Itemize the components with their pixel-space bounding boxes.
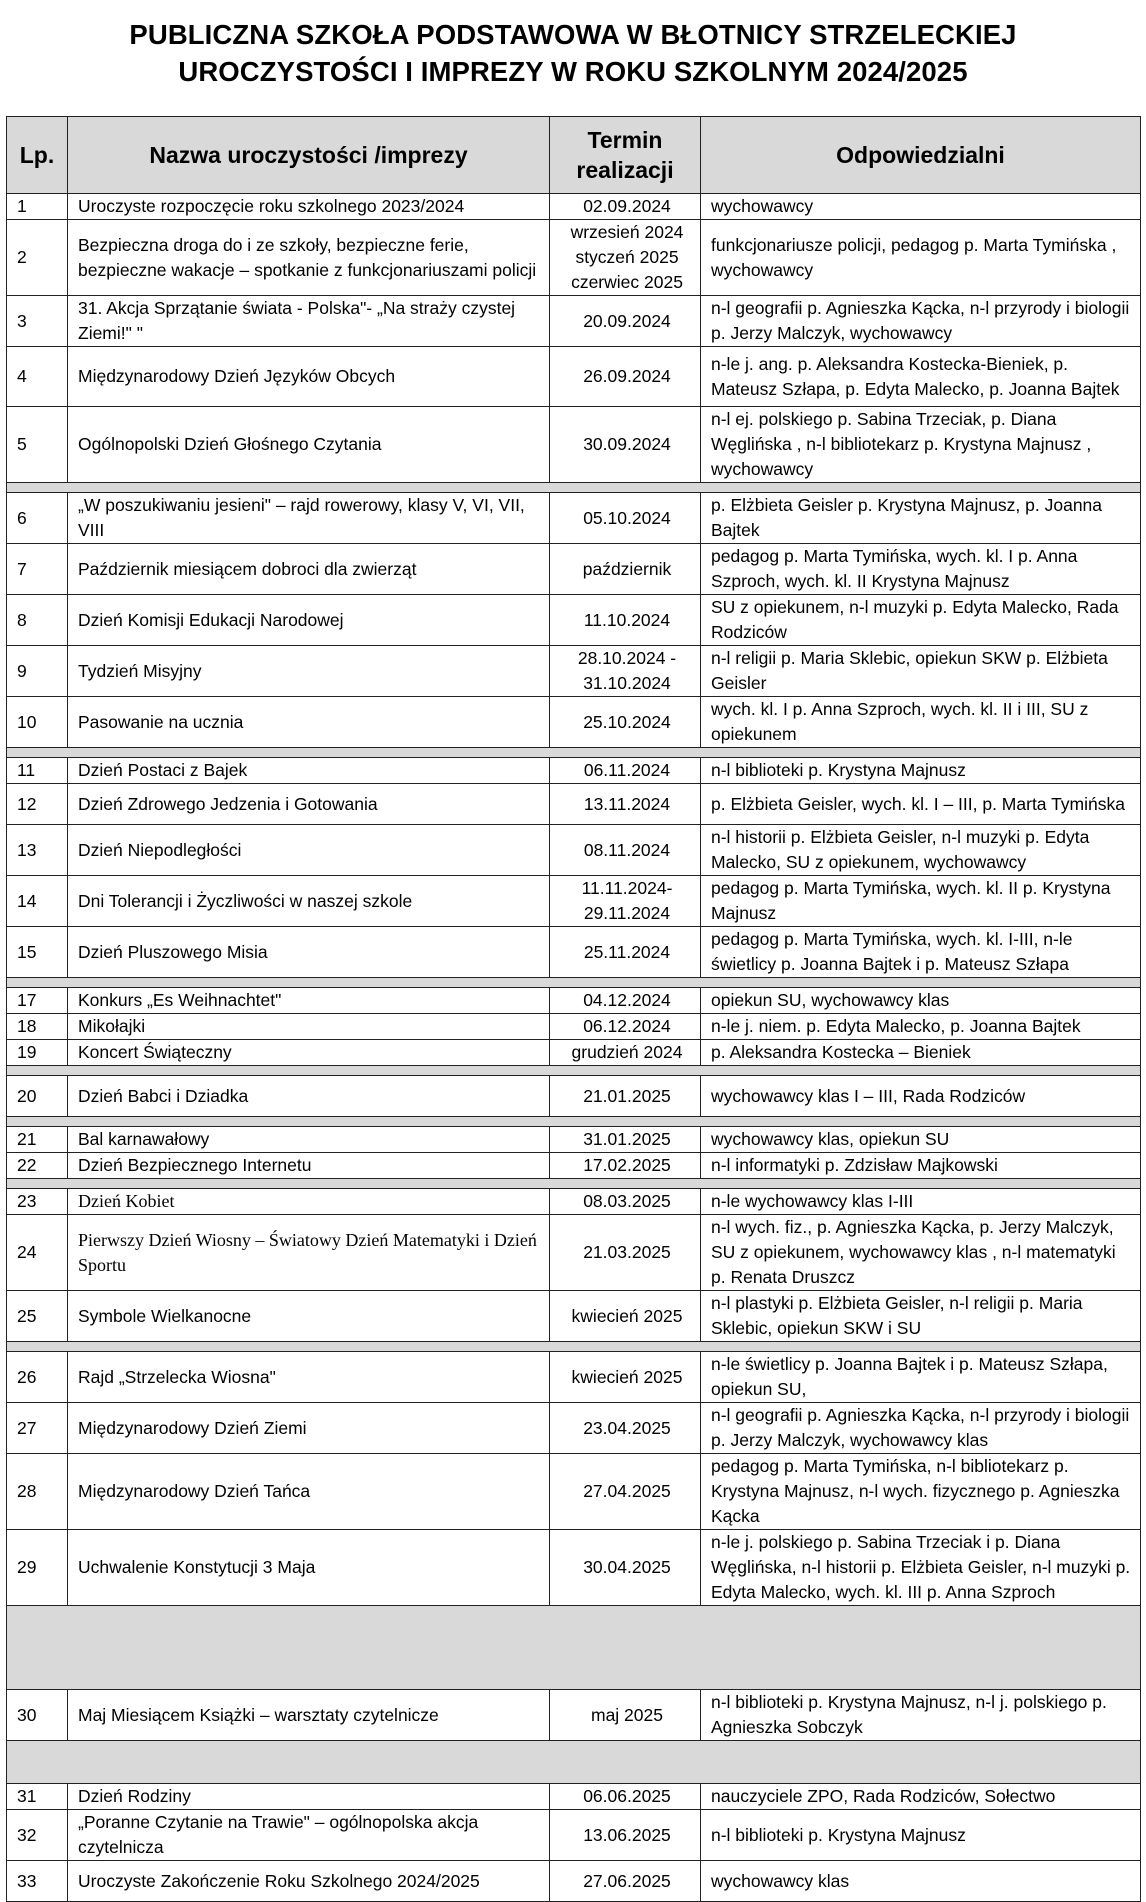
table-row (7, 1403, 1141, 1454)
events-schedule-table (6, 116, 1141, 1902)
row-number-cell: 15 (7, 927, 68, 978)
term-cell: 06.12.2024 (550, 1014, 701, 1040)
section-separator (7, 978, 1141, 988)
responsible-cell: n-le j. polskiego p. Sabina Trzeciak i p. Diana Węglińska, n-l historii p. Elżbieta Geisler, n-l muzyki p. Edyta Malecko, wych. kl. III p. Anna Szproch (701, 1530, 1141, 1606)
row-number-cell: 9 (7, 646, 68, 697)
header-event-name: Nazwa uroczystości /imprezy (68, 117, 550, 194)
table-row (7, 876, 1141, 927)
event-name-cell: Pierwszy Dzień Wiosny – Światowy Dzień Matematyki i Dzień Sportu (68, 1215, 550, 1291)
row-number-cell: 26 (7, 1352, 68, 1403)
table-row (7, 988, 1141, 1014)
row-number-cell: 28 (7, 1454, 68, 1530)
section-separator (7, 483, 1141, 493)
term-cell: 13.11.2024 (550, 784, 701, 825)
responsible-cell: p. Elżbieta Geisler p. Krystyna Majnusz, p. Joanna Bajtek (701, 493, 1141, 544)
responsible-cell: wychowawcy klas, opiekun SU (701, 1127, 1141, 1153)
table-row (7, 1352, 1141, 1403)
term-cell: 27.06.2025 (550, 1861, 701, 1902)
table-row (7, 1076, 1141, 1117)
table-row (7, 1810, 1141, 1861)
term-cell: 31.01.2025 (550, 1127, 701, 1153)
event-name-cell: Tydzień Misyjny (68, 646, 550, 697)
row-number-cell: 22 (7, 1153, 68, 1179)
term-cell: 21.03.2025 (550, 1215, 701, 1291)
event-name-cell: Uroczyste Zakończenie Roku Szkolnego 2024/2025 (68, 1861, 550, 1902)
event-name-cell: Dzień Zdrowego Jedzenia i Gotowania (68, 784, 550, 825)
responsible-cell: n-l ej. polskiego p. Sabina Trzeciak, p. Diana Węglińska , n-l bibliotekarz p. Krystyna Majnusz , wychowawcy (701, 407, 1141, 483)
event-name-cell: 31. Akcja Sprzątanie świata - Polska"- „Na straży czystej Ziemi!" " (68, 296, 550, 347)
responsible-cell: p. Elżbieta Geisler, wych. kl. I – III, p. Marta Tymińska (701, 784, 1141, 825)
row-number-cell: 25 (7, 1291, 68, 1342)
event-name-cell: Uchwalenie Konstytucji 3 Maja (68, 1530, 550, 1606)
row-number-cell: 32 (7, 1810, 68, 1861)
table-row (7, 347, 1141, 407)
responsible-cell: n-le świetlicy p. Joanna Bajtek i p. Mateusz Szłapa, opiekun SU, (701, 1352, 1141, 1403)
row-number-cell: 18 (7, 1014, 68, 1040)
table-row (7, 407, 1141, 483)
term-cell: 20.09.2024 (550, 296, 701, 347)
table-row (7, 1040, 1141, 1066)
row-number-cell: 8 (7, 595, 68, 646)
section-separator (7, 1342, 1141, 1352)
table-row (7, 1215, 1141, 1291)
responsible-cell: funkcjonariusze policji, pedagog p. Marta Tymińska , wychowawcy (701, 220, 1141, 296)
event-name-cell: Międzynarodowy Dzień Tańca (68, 1454, 550, 1530)
table-row (7, 927, 1141, 978)
section-separator (7, 748, 1141, 758)
table-header-row (7, 117, 1141, 194)
table-row (7, 1127, 1141, 1153)
row-number-cell: 12 (7, 784, 68, 825)
row-number-cell: 1 (7, 194, 68, 220)
table-row (7, 220, 1141, 296)
section-separator (7, 1066, 1141, 1076)
term-cell: 23.04.2025 (550, 1403, 701, 1454)
event-name-cell: „W poszukiwaniu jesieni" – rajd rowerowy, klasy V, VI, VII, VIII (68, 493, 550, 544)
event-name-cell: Dzień Kobiet (68, 1189, 550, 1215)
term-cell: 30.04.2025 (550, 1530, 701, 1606)
table-row (7, 1014, 1141, 1040)
responsible-cell: n-l plastyki p. Elżbieta Geisler, n-l religii p. Maria Sklebic, opiekun SKW i SU (701, 1291, 1141, 1342)
table-row (7, 825, 1141, 876)
row-number-cell: 21 (7, 1127, 68, 1153)
event-name-cell: Październik miesiącem dobroci dla zwierząt (68, 544, 550, 595)
event-name-cell: Dzień Pluszowego Misia (68, 927, 550, 978)
term-cell: 06.11.2024 (550, 758, 701, 784)
document-header (0, 0, 1146, 116)
term-cell: 04.12.2024 (550, 988, 701, 1014)
row-number-cell: 23 (7, 1189, 68, 1215)
event-name-cell: Dzień Komisji Edukacji Narodowej (68, 595, 550, 646)
table-row (7, 784, 1141, 825)
table-row (7, 1861, 1141, 1902)
event-name-cell: Ogólnopolski Dzień Głośnego Czytania (68, 407, 550, 483)
table-row (7, 194, 1141, 220)
responsible-cell: nauczyciele ZPO, Rada Rodziców, Sołectwo (701, 1784, 1141, 1810)
event-name-cell: Maj Miesiącem Książki – warsztaty czytelnicze (68, 1690, 550, 1741)
term-cell: 17.02.2025 (550, 1153, 701, 1179)
header-term-label: Termin realizacji (576, 127, 674, 183)
row-number-cell: 29 (7, 1530, 68, 1606)
term-cell: październik (550, 544, 701, 595)
row-number-cell: 11 (7, 758, 68, 784)
responsible-cell: n-le j. niem. p. Edyta Malecko, p. Joanna Bajtek (701, 1014, 1141, 1040)
term-cell: kwiecień 2025 (550, 1352, 701, 1403)
table-row (7, 595, 1141, 646)
table-row (7, 1530, 1141, 1606)
row-number-cell: 31 (7, 1784, 68, 1810)
responsible-cell: n-l biblioteki p. Krystyna Majnusz (701, 758, 1141, 784)
header-responsible: Odpowiedzialni (701, 117, 1141, 194)
row-number-cell: 14 (7, 876, 68, 927)
row-number-cell: 33 (7, 1861, 68, 1902)
responsible-cell: n-l biblioteki p. Krystyna Majnusz (701, 1810, 1141, 1861)
row-number-cell: 3 (7, 296, 68, 347)
event-name-cell: Koncert Świąteczny (68, 1040, 550, 1066)
term-cell: 26.09.2024 (550, 347, 701, 407)
document-subtitle: UROCZYSTOŚCI I IMPREZY W ROKU SZKOLNYM 2024/2025 (178, 56, 968, 87)
responsible-cell: wychowawcy (701, 194, 1141, 220)
responsible-cell: wychowawcy klas I – III, Rada Rodziców (701, 1076, 1141, 1117)
responsible-cell: n-l religii p. Maria Sklebic, opiekun SKW p. Elżbieta Geisler (701, 646, 1141, 697)
event-name-cell: Rajd „Strzelecka Wiosna" (68, 1352, 550, 1403)
term-cell: 30.09.2024 (550, 407, 701, 483)
term-cell: wrzesień 2024 styczeń 2025 czerwiec 2025 (550, 220, 701, 296)
table-row (7, 493, 1141, 544)
row-number-cell: 17 (7, 988, 68, 1014)
responsible-cell: n-le wychowawcy klas I-III (701, 1189, 1141, 1215)
responsible-cell: n-l informatyki p. Zdzisław Majkowski (701, 1153, 1141, 1179)
school-name-title: PUBLICZNA SZKOŁA PODSTAWOWA W BŁOTNICY STRZELECKIEJ (129, 19, 1017, 50)
responsible-cell: n-l geografii p. Agnieszka Kącka, n-l przyrody i biologii p. Jerzy Malczyk, wychowawcy (701, 296, 1141, 347)
row-number-cell: 6 (7, 493, 68, 544)
event-name-cell: Bezpieczna droga do i ze szkoły, bezpieczne ferie, bezpieczne wakacje – spotkanie z funkcjonariuszami policji (68, 220, 550, 296)
term-cell: grudzień 2024 (550, 1040, 701, 1066)
event-name-cell: Dni Tolerancji i Życzliwości w naszej szkole (68, 876, 550, 927)
term-cell: 13.06.2025 (550, 1810, 701, 1861)
event-name-cell: Mikołajki (68, 1014, 550, 1040)
responsible-cell: wych. kl. I p. Anna Szproch, wych. kl. II i III, SU z opiekunem (701, 697, 1141, 748)
row-number-cell: 20 (7, 1076, 68, 1117)
term-cell: 08.11.2024 (550, 825, 701, 876)
event-name-cell: Konkurs „Es Weihnachtet" (68, 988, 550, 1014)
term-cell: 11.10.2024 (550, 595, 701, 646)
table-row (7, 1189, 1141, 1215)
event-name-cell: Dzień Postaci z Bajek (68, 758, 550, 784)
row-number-cell: 10 (7, 697, 68, 748)
responsible-cell: SU z opiekunem, n-l muzyki p. Edyta Malecko, Rada Rodziców (701, 595, 1141, 646)
table-row (7, 758, 1141, 784)
row-number-cell: 30 (7, 1690, 68, 1741)
term-cell: 21.01.2025 (550, 1076, 701, 1117)
responsible-cell: n-l historii p. Elżbieta Geisler, n-l muzyki p. Edyta Malecko, SU z opiekunem, wychowawcy (701, 825, 1141, 876)
event-name-cell: Międzynarodowy Dzień Języków Obcych (68, 347, 550, 407)
header-lp: Lp. (7, 117, 68, 194)
event-name-cell: Dzień Rodziny (68, 1784, 550, 1810)
event-name-cell: Dzień Niepodległości (68, 825, 550, 876)
table-row (7, 544, 1141, 595)
responsible-cell: n-le j. ang. p. Aleksandra Kostecka-Bieniek, p. Mateusz Szłapa, p. Edyta Malecko, p. Joanna Bajtek (701, 347, 1141, 407)
event-name-cell: Dzień Babci i Dziadka (68, 1076, 550, 1117)
table-body (7, 194, 1141, 1902)
term-cell: 28.10.2024 - 31.10.2024 (550, 646, 701, 697)
event-name-cell: Uroczyste rozpoczęcie roku szkolnego 2023/2024 (68, 194, 550, 220)
term-cell: maj 2025 (550, 1690, 701, 1741)
responsible-cell: pedagog p. Marta Tymińska, wych. kl. II p. Krystyna Majnusz (701, 876, 1141, 927)
row-number-cell: 19 (7, 1040, 68, 1066)
responsible-cell: n-l biblioteki p. Krystyna Majnusz, n-l j. polskiego p. Agnieszka Sobczyk (701, 1690, 1141, 1741)
term-cell: 11.11.2024- 29.11.2024 (550, 876, 701, 927)
responsible-cell: pedagog p. Marta Tymińska, n-l bibliotekarz p. Krystyna Majnusz, n-l wych. fizycznego p. Agnieszka Kącka (701, 1454, 1141, 1530)
section-separator (7, 1741, 1141, 1784)
row-number-cell: 5 (7, 407, 68, 483)
header-term (550, 117, 701, 194)
term-cell: 06.06.2025 (550, 1784, 701, 1810)
responsible-cell: pedagog p. Marta Tymińska, wych. kl. I-III, n-le świetlicy p. Joanna Bajtek i p. Mateusz Szłapa (701, 927, 1141, 978)
event-name-cell: „Poranne Czytanie na Trawie" – ogólnopolska akcja czytelnicza (68, 1810, 550, 1861)
section-separator (7, 1606, 1141, 1690)
table-row (7, 1784, 1141, 1810)
event-name-cell: Międzynarodowy Dzień Ziemi (68, 1403, 550, 1454)
table-row (7, 296, 1141, 347)
term-cell: 05.10.2024 (550, 493, 701, 544)
row-number-cell: 24 (7, 1215, 68, 1291)
term-cell: 08.03.2025 (550, 1189, 701, 1215)
row-number-cell: 2 (7, 220, 68, 296)
responsible-cell: p. Aleksandra Kostecka – Bieniek (701, 1040, 1141, 1066)
table-row (7, 697, 1141, 748)
table-row (7, 1454, 1141, 1530)
term-cell: 25.10.2024 (550, 697, 701, 748)
responsible-cell: wychowawcy klas (701, 1861, 1141, 1902)
section-separator (7, 1179, 1141, 1189)
responsible-cell: pedagog p. Marta Tymińska, wych. kl. I p. Anna Szproch, wych. kl. II Krystyna Majnusz (701, 544, 1141, 595)
responsible-cell: n-l wych. fiz., p. Agnieszka Kącka, p. Jerzy Malczyk, SU z opiekunem, wychowawcy klas , n-l matematyki p. Renata Druszcz (701, 1215, 1141, 1291)
term-cell: 25.11.2024 (550, 927, 701, 978)
row-number-cell: 27 (7, 1403, 68, 1454)
responsible-cell: opiekun SU, wychowawcy klas (701, 988, 1141, 1014)
event-name-cell: Bal karnawałowy (68, 1127, 550, 1153)
term-cell: kwiecień 2025 (550, 1291, 701, 1342)
table-row (7, 1690, 1141, 1741)
table-row (7, 1291, 1141, 1342)
section-separator (7, 1117, 1141, 1127)
row-number-cell: 4 (7, 347, 68, 407)
event-name-cell: Dzień Bezpiecznego Internetu (68, 1153, 550, 1179)
term-cell: 27.04.2025 (550, 1454, 701, 1530)
term-cell: 02.09.2024 (550, 194, 701, 220)
responsible-cell: n-l geografii p. Agnieszka Kącka, n-l przyrody i biologii p. Jerzy Malczyk, wychowawcy klas (701, 1403, 1141, 1454)
row-number-cell: 7 (7, 544, 68, 595)
event-name-cell: Pasowanie na ucznia (68, 697, 550, 748)
event-name-cell: Symbole Wielkanocne (68, 1291, 550, 1342)
row-number-cell: 13 (7, 825, 68, 876)
table-row (7, 646, 1141, 697)
table-row (7, 1153, 1141, 1179)
